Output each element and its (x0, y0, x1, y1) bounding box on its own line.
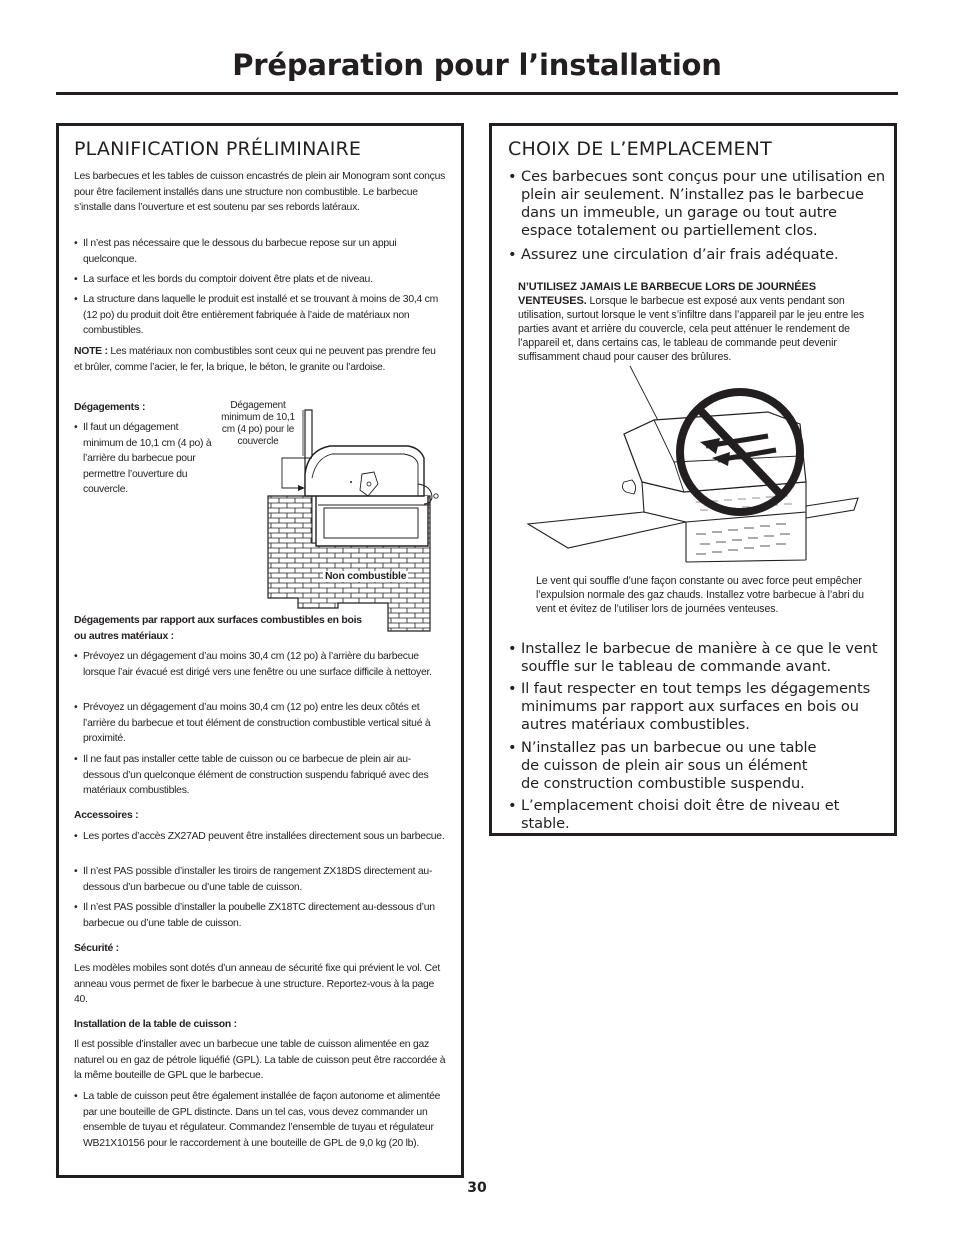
list-item: • La table de cuisson peut être également installée de façon autonome et alimentée par une bouteille de GPL distincte. Dans un tel cas, vous devez commander un ensemble de tuyau et régulateur. Commandez l’ensemble de tuyau et régulateur WB21X10156 pour le raccordement à une bouteille de GPL de 9,0 kg (20 lb). (74, 1089, 446, 1151)
list-item: • Les portes d’accès ZX27AD peuvent être installées directement sous un barbecue. (74, 829, 446, 845)
note-paragraph (74, 344, 446, 375)
security-paragraph: Les modèles mobiles sont dotés d’un anneau de sécurité fixe qui prévient le vol. Cet anneau vous permet de fixer le barbecue à une structure. Reportez-vous à la page 40. (74, 963, 440, 1006)
warning-text: Lorsque le barbecue est exposé aux vents pendant son utilisation, surtout lorsque le vent s’infiltre dans l’appareil par le jeu entre les parties avant et arrière du couvercle, cela peut atténuer le rendement de l’appareil et, dans certains cas, le tableau de commande peut devenir suffisamment chaud pour causer des brûlures. (518, 295, 865, 363)
note-text: Les matériaux non combustibles sont ceux qui ne peuvent pas prendre feu et brûler, comme l’acier, le fer, la brique, le béton, le granite ou l’ardoise. (74, 346, 436, 373)
accessories-heading: Accessoires : (74, 810, 139, 821)
windy-days-warning (518, 280, 870, 364)
clearance-label: Dégagement minimum de 10,1 cm (4 po) pour le couvercle (221, 400, 295, 447)
list-item: • N’installez pas un barbecue ou une table de cuisson de plein air sous un élément de construction combustible suspendu. (508, 739, 824, 793)
wind-caption: Le vent qui souffle d’une façon constante ou avec force peut empêcher l’expulsion normale des gaz chauds. Installez votre barbecue à l’abri du vent et évitez de l’utiliser lors de journées venteuses. (536, 575, 864, 615)
noncombustible-label: Non combustible (325, 571, 407, 582)
list-item: • Prévoyez un dégagement d’au moins 30,4 cm (12 po) à l’arrière du barbecue lorsque l’air évacué est dirigé vers une fenêtre ou une surface difficile à nettoyer. (74, 649, 446, 680)
list-item: • Prévoyez un dégagement d’au moins 30,4 cm (12 po) entre les deux côtés et l’arrière du barbecue et tout élément de construction combustible vertical situé à proximité. (74, 700, 446, 747)
list-item: • Assurez une circulation d’air frais adéquate. (508, 246, 890, 264)
warning-title: N’UTILISEZ JAMAIS LE BARBECUE LORS DE JOURNÉES VENTEUSES. (518, 281, 816, 307)
note-label: NOTE : (74, 346, 108, 357)
list-item: • Installez le barbecue de manière à ce que le vent souffle sur le tableau de commande avant. (508, 640, 890, 676)
list-item: • Il faut respecter en tout temps les dégagements minimums par rapport aux surfaces en bois ou autres matériaux combustibles. (508, 680, 890, 734)
clearances-heading: Dégagements : (74, 402, 146, 413)
windy-grill-illustration (524, 362, 864, 568)
cooktop-heading: Installation de la table de cuisson : (74, 1019, 237, 1030)
cooktop-paragraph: Il est possible d’installer avec un barbecue une table de cuisson alimentée en gaz naturel ou en gaz de pétrole liquéfié (GPL). La table de cuisson peut être raccordée à la même bouteille de GPL que le barbecue. (74, 1039, 446, 1082)
list-item: • Il n’est pas nécessaire que le dessous du barbecue repose sur un appui quelconque. (74, 236, 446, 267)
list-item: • Il n’est PAS possible d’installer la poubelle ZX18TC directement au-dessous d’un barbecue ou d’une table de cuisson. (74, 900, 446, 931)
list-item: • Il ne faut pas installer cette table de cuisson ou ce barbecue de plein air au-dessous d’un quelconque élément de construction suspendu fabriqué avec des matériaux combustibles. (74, 752, 446, 799)
list-item: • L’emplacement choisi doit être de niveau et stable. (508, 797, 890, 833)
intro-paragraph: Les barbecues et les tables de cuisson encastrés de plein air Monogram sont conçus pour être facilement installés dans une structure non combustible. Le barbecue s’installe dans l’ouverture et est soutenu par ses rebords latéraux. (74, 171, 446, 214)
preliminary-planning-heading: PLANIFICATION PRÉLIMINAIRE (74, 138, 362, 160)
security-heading: Sécurité : (74, 943, 119, 954)
page-number: 30 (467, 1180, 487, 1196)
title-rule (56, 92, 898, 95)
page-title: Préparation pour l’installation (232, 48, 722, 82)
clearance-bullet: • Il faut un dégagement minimum de 10,1 cm (4 po) à l’arrière du barbecue pour permettre l’ouverture du couvercle. (74, 420, 216, 498)
list-item: • Ces barbecues sont conçus pour une utilisation en plein air seulement. N’installez pas le barbecue dans un immeuble, un garage ou tout autre espace totalement ou partiellement clos. (508, 168, 890, 240)
list-item: • La structure dans laquelle le produit est installé et se trouvant à moins de 30,4 cm (12 po) du produit doit être entièrement fabriquée à l’aide de matériaux non combustibles. (74, 292, 446, 339)
list-item: • Il n’est PAS possible d’installer les tiroirs de rangement ZX18DS directement au-dessous d’un barbecue ou d’une table de cuisson. (74, 864, 446, 895)
list-item: • La surface et les bords du comptoir doivent être plats et de niveau. (74, 272, 446, 288)
location-choice-heading: CHOIX DE L’EMPLACEMENT (508, 138, 772, 160)
wood-clearances-heading: Dégagements par rapport aux surfaces combustibles en bois ou autres matériaux : (74, 615, 362, 642)
